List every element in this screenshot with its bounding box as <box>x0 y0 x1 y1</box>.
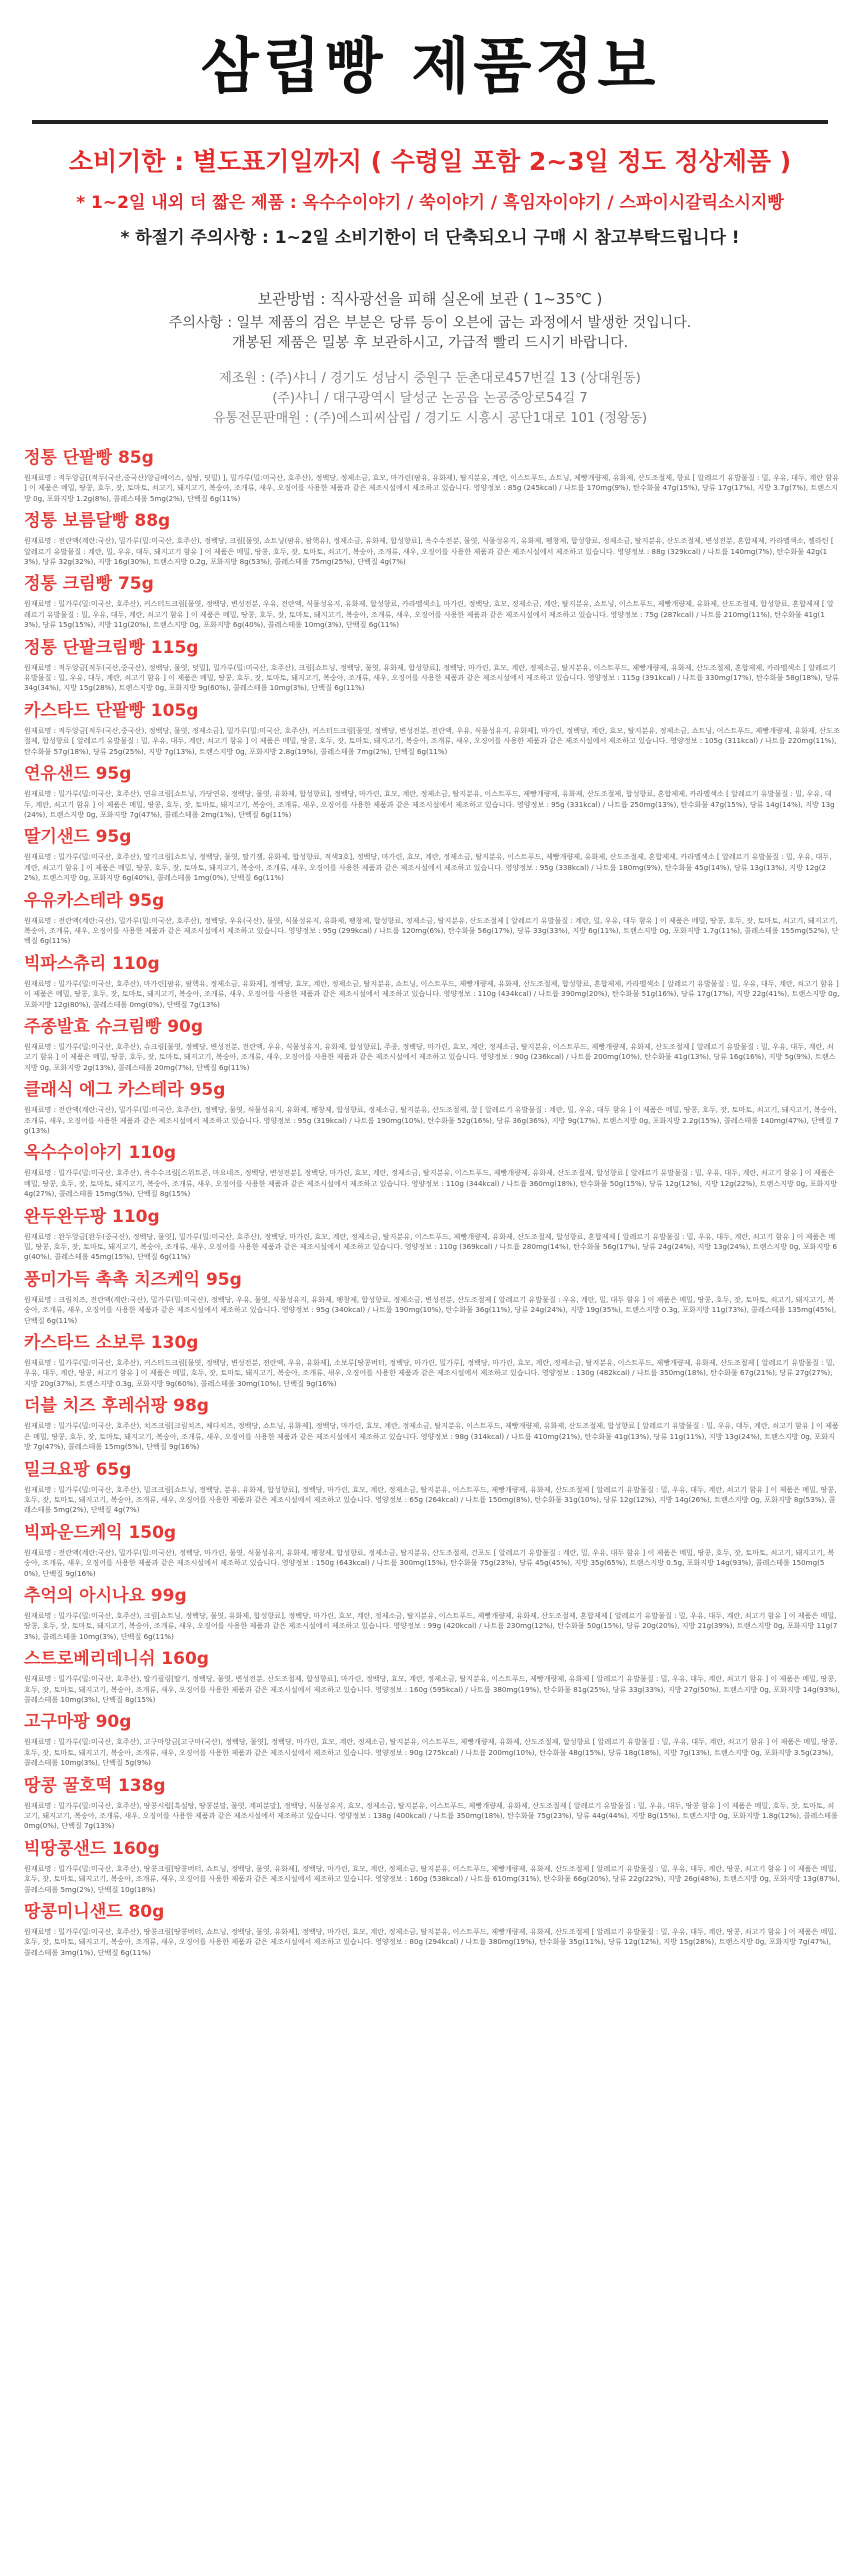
storage-method: 보관방법 : 직사광선을 피해 실온에 보관 ( 1~35℃ ) <box>257 290 603 308</box>
product-name: 밀크요팡 65g <box>24 1459 132 1480</box>
expiry-notice <box>0 142 860 248</box>
product-ingredients: 원재료명 : 완두앙금[완두(중국산), 정백당, 물엿], 밀가루(밀:미국산, 호주산), 정백당, 마가린, 효모, 계란, 정제소금, 탈지분유, 이스트푸드, 제빵개량제, 유화제, 산도조절제, 합성향료, 혼합제제 [ 알레르기 유발물질 : 밀, 우유, 대두, 계란, 쇠고기 함유 ] 이 제품은 메밀, 땅콩, 호두, 잣, 토마토, 돼지고기, 복숭아, 조개류, 새우, 오징어를 사용한 제품과 같은 제조시설에서 제조하고 있습니다. 영양정보 : 110g (369kcal) / 나트륨 280mg(14%), 탄수화물 56g(17%), 당류 24g(24%), 지방 13g(24%), 트랜스지방 0g, 포화지방 6g(40%), 콜레스테롤 45mg(15%), 단백질 6g(11%) <box>24 1231 838 1262</box>
product-ingredients: 원재료명 : 밀가루(밀:미국산, 호주산), 크림[쇼트닝, 정백당, 물엿, 유화제, 합성향료], 정백당, 마가린, 효모, 계란, 정제소금, 탈지분유, 이스트푸드, 제빵개량제, 유화제, 산도조절제, 혼합제제 [ 알레르기 유발물질 : 밀, 우유, 대두, 계란, 쇠고기 함유 ] 이 제품은 메밀, 땅콩, 호두, 잣, 토마토, 돼지고기, 복숭아, 조개류, 새우, 오징어를 사용한 제품과 같은 제조시설에서 제조하고 있습니다. 영양정보 : 99g (420kcal) / 나트륨 230mg(12%), 탄수화물 50g(15%), 당류 20g(20%), 지방 21g(39%), 트랜스지방 0g, 포화지방 11g(73%), 콜레스테롤 10mg(3%), 단백질 6g(11%) <box>24 1610 838 1641</box>
short-expiry-line <box>0 188 860 213</box>
product-block <box>24 1269 840 1326</box>
product-ingredients: 원재료명 : 밀가루(밀:미국산, 호주산), 옥수수크림[스위트콘, 마요네즈, 정백당, 변성전분], 정백당, 마가린, 효모, 계란, 정제소금, 탈지분유, 이스트푸드, 제빵개량제, 유화제, 산도조절제, 합성향료 [ 알레르기 유발물질 : 밀, 우유, 대두, 계란, 쇠고기 함유 ] 이 제품은 메밀, 땅콩, 호두, 잣, 토마토, 돼지고기, 복숭아, 조개류, 새우, 오징어를 사용한 제품과 같은 제조시설에서 제조하고 있습니다. 영양정보 : 110g (344kcal) / 나트륨 360mg(18%), 탄수화물 50g(15%), 당류 12g(12%), 지방 12g(22%), 트랜스지방 0g, 포화지방 4g(27%), 콜레스테롤 15mg(5%), 단백질 8g(15%) <box>24 1168 838 1199</box>
product-ingredients: 원재료명 : 밀가루(밀:미국산, 호주산), 땅콩크림[땅콩버터, 쇼트닝, 정백당, 물엿, 유화제], 정백당, 마가린, 효모, 계란, 정제소금, 탈지분유, 이스트푸드, 제빵개량제, 유화제, 산도조절제 [ 알레르기 유발물질 : 밀, 우유, 대두, 계란, 땅콩, 쇠고기 함유 ] 이 제품은 메밀, 호두, 잣, 토마토, 돼지고기, 복숭아, 조개류, 새우, 오징어를 사용한 제품과 같은 제조시설에서 제조하고 있습니다. 영양정보 : 80g (294kcal) / 나트륨 380mg(19%), 탄수화물 35g(11%), 당류 12g(12%), 지방 15g(28%), 트랜스지방 0g, 포화지방 7g(47%), 콜레스테롤 3mg(1%), 단백질 6g(11%) <box>24 1927 837 1957</box>
product-block <box>24 1838 840 1895</box>
product-list <box>0 447 860 1958</box>
product-name: 주종발효 슈크림빵 90g <box>24 1016 204 1037</box>
expiry-text: 소비기한 : 별도표기일까지 ( 수령일 포함 2~3일 정도 정상제품 ) <box>68 147 792 176</box>
manufacturer-line-2: (주)샤니 / 대구광역시 달성군 논공읍 논공중앙로54길 7 <box>272 391 588 406</box>
product-block <box>24 1775 840 1832</box>
product-block <box>24 1585 840 1642</box>
product-ingredients: 원재료명 : 밀가루(밀:미국산, 호주산), 커스터드크림[물엿, 정백당, 변성전분, 우유, 전란액, 식물성유지, 유화제, 합성향료, 카라멜색소], 마가린, 정백당, 효모, 정제소금, 계란, 탈지분유, 쇼트닝, 이스트푸드, 제빵개량제, 유화제, 산도조절제, 합성향료, 혼합제제 [ 알레르기 유발물질 : 밀, 우유, 대두, 계란, 쇠고기 함유 ] 이 제품은 메밀, 땅콩, 호두, 잣, 토마토, 돼지고기, 복숭아, 조개류, 새우, 오징어를 사용한 제품과 같은 제조시설에서 제조하고 있습니다. 영양정보 : 75g (287kcal) / 나트륨 210mg(11%), 탄수화물 41g(13%), 당류 15g(15%), 지방 11g(20%), 트랜스지방 0g, 포화지방 6g(40%), 콜레스테롤 10mg(3%), 단백질 6g(11%) <box>24 599 834 630</box>
product-ingredients: 원재료명 : 밀가루(밀:미국산, 호주산), 커스터드크림[물엿, 정백당, 변성전분, 전란액, 우유, 유화제], 소보루[땅콩버터, 정백당, 마가린, 밀가루], 정백당, 마가린, 효모, 계란, 정제소금, 탈지분유, 이스트푸드, 제빵개량제, 유화제, 산도조절제 [ 알레르기 유발물질 : 밀, 우유, 대두, 계란, 땅콩, 쇠고기 함유 ] 이 제품은 메밀, 호두, 잣, 토마토, 돼지고기, 복숭아, 조개류, 새우, 오징어를 사용한 제품과 같은 제조시설에서 제조하고 있습니다. 영양정보 : 130g (482kcal) / 나트륨 350mg(18%), 탄수화물 67g(21%), 당류 27g(27%), 지방 20g(37%), 트랜스지방 0.3g, 포화지방 9g(60%), 콜레스테롤 30mg(10%), 단백질 9g(16%) <box>24 1358 835 1388</box>
product-block <box>24 1711 840 1768</box>
product-name: 고구마팡 90g <box>24 1712 132 1733</box>
product-name: 정통 보름달빵 88g <box>24 511 171 532</box>
product-name: 옥수수이야기 110g <box>24 1143 177 1164</box>
product-ingredients: 원재료명 : 밀가루(밀:미국산, 호주산), 밀크크림[쇼트닝, 정백당, 분유, 유화제, 합성향료], 정백당, 마가린, 효모, 계란, 정제소금, 탈지분유, 이스트푸드, 제빵개량제, 유화제, 산도조절제 [ 알레르기 유발물질 : 밀, 우유, 대두, 계란, 쇠고기 함유 ] 이 제품은 메밀, 땅콩, 호두, 잣, 토마토, 돼지고기, 복숭아, 조개류, 새우, 오징어를 사용한 제품과 같은 제조시설에서 제조하고 있습니다. 영양정보 : 65g (264kcal) / 나트륨 150mg(8%), 탄수화물 31g(10%), 당류 12g(12%), 지방 14g(26%), 트랜스지방 0g, 포화지방 8g(53%), 콜레스테롤 5mg(2%), 단백질 4g(7%) <box>24 1484 837 1515</box>
product-name: 딸기샌드 95g <box>24 827 132 848</box>
page-title: 삼립빵 제품정보 <box>200 32 660 102</box>
product-ingredients: 원재료명 : 밀가루(밀:미국산, 호주산), 마가린[팜유, 팜핵유, 정제소금, 유화제], 정백당, 효모, 계란, 정제소금, 탈지분유, 쇼트닝, 이스트푸드, 제빵개량제, 유화제, 산도조절제, 합성향료, 혼합제제, 카라멜색소 [ 알레르기 유발물질 : 밀, 우유, 대두, 계란, 쇠고기 함유 ] 이 제품은 메밀, 땅콩, 호두, 잣, 토마토, 돼지고기, 복숭아, 조개류, 새우, 오징어를 사용한 제품과 같은 제조시설에서 제조하고 있습니다. 영양정보 : 110g (434kcal) / 나트륨 390mg(20%), 탄수화물 51g(16%), 당류 17g(17%), 지방 22g(41%), 트랜스지방 0g, 포화지방 12g(80%), 콜레스테롤 0mg(0%), 단백질 7g(13%) <box>24 978 840 1009</box>
product-block <box>24 763 840 820</box>
product-ingredients: 원재료명 : 전란액(계란:국산), 밀가루(밀:미국산, 호주산), 정백당, 물엿, 식물성유지, 유화제, 팽창제, 합성향료, 정제소금, 탈지분유, 산도조절제, 꿀 [ 알레르기 유발물질 : 계란, 밀, 우유, 대두 함유 ] 이 제품은 메밀, 땅콩, 호두, 잣, 토마토, 쇠고기, 돼지고기, 복숭아, 조개류, 새우, 오징어를 사용한 제품과 같은 제조시설에서 제조하고 있습니다. 영양정보 : 95g (319kcal) / 나트륨 190mg(10%), 탄수화물 52g(16%), 당류 36g(36%), 지방 9g(17%), 트랜스지방 0g, 포화지방 2.2g(15%), 콜레스테롤 140mg(47%), 단백질 7g(13%) <box>24 1105 839 1135</box>
product-name: 정통 크림빵 75g <box>24 574 154 595</box>
product-block <box>24 1648 840 1705</box>
product-name: 정통 단팥크림빵 115g <box>24 637 199 658</box>
product-ingredients: 원재료명 : 밀가루(밀:미국산, 호주산), 치즈크림[크림치즈, 체다치즈, 정백당, 쇼트닝, 유화제], 정백당, 마가린, 효모, 계란, 정제소금, 탈지분유, 이스트푸드, 제빵개량제, 유화제, 산도조절제, 합성향료 [ 알레르기 유발물질 : 밀, 우유, 대두, 계란, 쇠고기 함유 ] 이 제품은 메밀, 땅콩, 호두, 잣, 토마토, 돼지고기, 복숭아, 조개류, 새우, 오징어를 사용한 제품과 같은 제조시설에서 제조하고 있습니다. 영양정보 : 98g (314kcal) / 나트륨 410mg(21%), 탄수화물 41g(13%), 당류 11g(11%), 지방 13g(24%), 트랜스지방 0g, 포화지방 7g(47%), 콜레스테롤 15mg(5%), 단백질 9g(16%) <box>24 1421 839 1452</box>
product-ingredients: 원재료명 : 밀가루(밀:미국산, 호주산), 땅콩시럽[흑설탕, 땅콩분말, 물엿, 계피분말], 정백당, 식물성유지, 효모, 정제소금, 탈지분유, 이스트푸드, 제빵개량제, 유화제, 산도조절제 [ 알레르기 유발물질 : 밀, 우유, 대두, 땅콩 함유 ] 이 제품은 메밀, 호두, 잣, 토마토, 쇠고기, 돼지고기, 복숭아, 조개류, 새우, 오징어를 사용한 제품과 같은 제조시설에서 제조하고 있습니다. 영양정보 : 138g (400kcal) / 나트륨 350mg(18%), 탄수화물 75g(23%), 당류 44g(44%), 지방 8g(15%), 트랜스지방 0g, 포화지방 1.8g(12%), 콜레스테롤 0mg(0%), 단백질 7g(13%) <box>24 1800 838 1831</box>
product-block <box>24 890 840 947</box>
product-ingredients: 원재료명 : 밀가루(밀:미국산, 호주산), 연유크림[쇼트닝, 가당연유, 정백당, 물엿, 유화제, 합성향료], 정백당, 마가린, 효모, 계란, 정제소금, 탈지분유, 이스트푸드, 제빵개량제, 유화제, 산도조절제, 합성향료, 혼합제제, 카라멜색소 [ 알레르기 유발물질 : 밀, 우유, 대두, 계란, 쇠고기 함유 ] 이 제품은 메밀, 땅콩, 호두, 잣, 토마토, 돼지고기, 복숭아, 조개류, 새우, 오징어를 사용한 제품과 같은 제조시설에서 제조하고 있습니다. 영양정보 : 95g (331kcal) / 나트륨 250mg(13%), 탄수화물 47g(15%), 당류 14g(14%), 지방 13g(24%), 트랜스지방 0g, 포화지방 7g(47%), 콜레스테롤 2mg(1%), 단백질 6g(11%) <box>24 789 835 819</box>
summer-caution: * 하절기 주의사항 : 1~2일 소비기한이 더 단축되오니 구매 시 참고부탁드립니다 ! <box>120 228 740 248</box>
product-ingredients: 원재료명 : 밀가루(밀:미국산, 호주산), 딸기필링[딸기, 정백당, 물엿, 변성전분, 산도조절제, 합성향료], 마가린, 정백당, 효모, 계란, 정제소금, 탈지분유, 이스트푸드, 제빵개량제, 유화제 [ 알레르기 유발물질 : 밀, 우유, 대두, 계란, 쇠고기 함유 ] 이 제품은 메밀, 땅콩, 호두, 잣, 토마토, 돼지고기, 복숭아, 조개류, 새우, 오징어를 사용한 제품과 같은 제조시설에서 제조하고 있습니다. 영양정보 : 160g (595kcal) / 나트륨 380mg(19%), 탄수화물 81g(25%), 당류 33g(33%), 지방 27g(50%), 트랜스지방 0g, 포화지방 14g(93%), 콜레스테롤 10mg(3%), 단백질 8g(15%) <box>24 1674 841 1704</box>
product-name: 풍미가득 촉촉 치즈케익 95g <box>24 1269 242 1290</box>
product-ingredients: 원재료명 : 크림치즈, 전란액(계란:국산), 밀가루(밀:미국산), 정백당, 우유, 물엿, 식물성유지, 유화제, 팽창제, 합성향료, 정제소금, 변성전분, 산도조절제 [ 알레르기 유발물질 : 우유, 계란, 밀, 대두 함유 ] 이 제품은 메밀, 땅콩, 호두, 잣, 토마토, 쇠고기, 돼지고기, 복숭아, 조개류, 새우, 오징어를 사용한 제품과 같은 제조시설에서 제조하고 있습니다. 영양정보 : 95g (340kcal) / 나트륨 190mg(10%), 탄수화물 36g(11%), 당류 24g(24%), 지방 19g(35%), 트랜스지방 0.3g, 포화지방 11g(73%), 콜레스테롤 135mg(45%), 단백질 6g(11%) <box>24 1294 837 1325</box>
product-block <box>24 1079 840 1136</box>
product-name: 카스타드 소보루 130g <box>24 1333 199 1354</box>
title-underline <box>32 120 828 124</box>
product-name: 빅파운드케익 150g <box>24 1522 177 1543</box>
product-ingredients: 원재료명 : 밀가루(밀:미국산, 호주산), 땅콩크림[땅콩버터, 쇼트닝, 정백당, 물엿, 유화제], 정백당, 마가린, 효모, 계란, 정제소금, 탈지분유, 이스트푸드, 제빵개량제, 유화제, 산도조절제 [ 알레르기 유발물질 : 밀, 우유, 대두, 계란, 땅콩, 쇠고기 함유 ] 이 제품은 메밀, 호두, 잣, 토마토, 돼지고기, 복숭아, 조개류, 새우, 오징어를 사용한 제품과 같은 제조시설에서 제조하고 있습니다. 영양정보 : 160g (538kcal) / 나트륨 610mg(31%), 탄수화물 66g(20%), 당류 22g(22%), 지방 26g(48%), 트랜스지방 0g, 포화지방 13g(87%), 콜레스테롤 5mg(2%), 단백질 10g(18%) <box>24 1863 841 1894</box>
product-name: 땅콩 꿀호떡 138g <box>24 1775 166 1796</box>
product-name: 추억의 아시나요 99g <box>24 1585 187 1606</box>
product-block <box>24 1901 840 1958</box>
title-section <box>0 0 860 124</box>
product-ingredients: 원재료명 : 밀가루(밀:미국산, 호주산), 딸기크림[쇼트닝, 정백당, 물엿, 딸기잼, 유화제, 합성향료, 적색3호], 정백당, 마가린, 효모, 계란, 정제소금, 탈지분유, 이스트푸드, 제빵개량제, 유화제, 산도조절제, 혼합제제, 카라멜색소 [ 알레르기 유발물질 : 밀, 우유, 대두, 계란, 쇠고기 함유 ] 이 제품은 메밀, 땅콩, 호두, 잣, 토마토, 돼지고기, 복숭아, 조개류, 새우, 오징어를 사용한 제품과 같은 제조시설에서 제조하고 있습니다. 영양정보 : 95g (338kcal) / 나트륨 180mg(9%), 탄수화물 45g(14%), 당류 13g(13%), 지방 12g(22%), 트랜스지방 0g, 포화지방 6g(40%), 콜레스테롤 1mg(0%), 단백질 6g(11%) <box>24 852 832 883</box>
product-ingredients: 원재료명 : 전란액(계란:국산), 밀가루(밀:미국산), 정백당, 마가린, 물엿, 식물성유지, 유화제, 팽창제, 합성향료, 정제소금, 탈지분유, 산도조절제, 건포도 [ 알레르기 유발물질 : 계란, 밀, 우유, 대두 함유 ] 이 제품은 메밀, 땅콩, 호두, 잣, 토마토, 쇠고기, 돼지고기, 복숭아, 조개류, 새우, 오징어를 사용한 제품과 같은 제조시설에서 제조하고 있습니다. 영양정보 : 150g (643kcal) / 나트륨 300mg(15%), 탄수화물 75g(23%), 당류 45g(45%), 지방 35g(65%), 트랜스지방 0.5g, 포화지방 14g(93%), 콜레스테롤 150mg(50%), 단백질 9g(16%) <box>24 1547 835 1578</box>
product-ingredients: 원재료명 : 적두앙금[적두(국산,중국산), 정백당, 물엿, 정제소금], 밀가루(밀:미국산, 호주산), 커스터드크림[물엿, 정백당, 변성전분, 전란액, 우유, 식물성유지, 유화제], 마가린, 정백당, 계란, 효모, 탈지분유, 정제소금, 쇼트닝, 이스트푸드, 제빵개량제, 유화제, 산도조절제, 합성향료 [ 알레르기 유발물질 : 밀, 우유, 대두, 계란, 쇠고기 함유 ] 이 제품은 메밀, 땅콩, 호두, 잣, 토마토, 돼지고기, 복숭아, 조개류, 새우, 오징어를 사용한 제품과 같은 제조시설에서 제조하고 있습니다. 영양정보 : 105g (311kcal) / 나트륨 220mg(11%), 탄수화물 57g(18%), 당류 25g(25%), 지방 7g(13%), 트랜스지방 0g, 포화지방 2.8g(19%), 콜레스테롤 7mg(2%), 단백질 6g(11%) <box>24 725 840 756</box>
product-block <box>24 637 840 694</box>
product-block <box>24 1332 840 1389</box>
manufacturer-line-1: 제조원 : (주)샤니 / 경기도 성남시 중원구 둔촌대로457번길 13 (상대원동) <box>219 371 641 386</box>
product-block <box>24 1522 840 1579</box>
product-ingredients: 원재료명 : 전란액(계란:국산), 밀가루(밀:미국산, 호주산), 정백당, 크림[물엿, 쇼트닝(팜유, 팜핵유), 정제소금, 유화제, 합성향료], 옥수수전분, 물엿, 식물성유지, 유화제, 팽창제, 합성향료, 정제소금, 탈지분유, 산도조절제, 변성전분, 혼합제제, 카라멜색소, 젤라틴 [ 알레르기 유발물질 : 계란, 밀, 우유, 대두, 돼지고기 함유 ] 이 제품은 메밀, 땅콩, 호두, 잣, 토마토, 쇠고기, 복숭아, 조개류, 새우, 오징어를 사용한 제품과 같은 제조시설에서 제조하고 있습니다. 영양정보 : 88g (329kcal) / 나트륨 140mg(7%), 탄수화물 42g(13%), 당류 32g(32%), 지방 16g(30%), 트랜스지방 0.2g, 포화지방 8g(53%), 콜레스테롤 75mg(25%), 단백질 4g(7%) <box>24 536 834 567</box>
product-block <box>24 1206 840 1263</box>
product-name: 카스타드 단팥빵 105g <box>24 700 199 721</box>
manufacturer-section <box>0 369 860 429</box>
product-block <box>24 1459 840 1516</box>
storage-caution-2: 개봉된 제품은 밀봉 후 보관하시고, 가급적 빨리 드시기 바랍니다. <box>231 335 629 351</box>
product-block <box>24 447 840 504</box>
product-name: 우유카스테라 95g <box>24 890 165 911</box>
short-expiry-items: 옥수수이야기 / 쑥이야기 / 흑임자이야기 / 스파이시갈릭소시지빵 <box>302 193 784 213</box>
product-name: 연유샌드 95g <box>24 764 132 785</box>
storage-section <box>0 288 860 353</box>
product-name: 빅파스츄리 110g <box>24 953 160 974</box>
product-name: 땅콩미니샌드 80g <box>24 1902 165 1923</box>
product-name: 스트로베리데니쉬 160g <box>24 1649 209 1670</box>
product-ingredients: 원재료명 : 전란액(계란:국산), 밀가루(밀:미국산, 호주산), 정백당, 우유(국산), 물엿, 식물성유지, 유화제, 팽창제, 합성향료, 정제소금, 탈지분유, 산도조절제 [ 알레르기 유발물질 : 계란, 밀, 우유, 대두 함유 ] 이 제품은 메밀, 땅콩, 호두, 잣, 토마토, 쇠고기, 돼지고기, 복숭아, 조개류, 새우, 오징어를 사용한 제품과 같은 제조시설에서 제조하고 있습니다. 영양정보 : 95g (299kcal) / 나트륨 120mg(6%), 탄수화물 56g(17%), 당류 33g(33%), 지방 6g(11%), 트랜스지방 0g, 포화지방 1.7g(11%), 콜레스테롤 155mg(52%), 단백질 6g(11%) <box>24 915 839 946</box>
product-block <box>24 826 840 883</box>
product-name: 클래식 에그 카스테라 95g <box>24 1080 226 1101</box>
product-name: 정통 단팥빵 85g <box>24 448 154 468</box>
product-ingredients: 원재료명 : 밀가루(밀:미국산, 호주산), 슈크림[물엿, 정백당, 변성전분, 전란액, 우유, 식물성유지, 유화제, 합성향료], 주종, 정백당, 마가린, 효모, 계란, 정제소금, 탈지분유, 이스트푸드, 제빵개량제, 유화제, 산도조절제 [ 알레르기 유발물질 : 밀, 우유, 대두, 계란, 쇠고기 함유 ] 이 제품은 메밀, 땅콩, 호두, 잣, 토마토, 돼지고기, 복숭아, 조개류, 새우, 오징어를 사용한 제품과 같은 제조시설에서 제조하고 있습니다. 영양정보 : 90g (236kcal) / 나트륨 200mg(10%), 탄수화물 41g(13%), 당류 16g(16%), 지방 5g(9%), 트랜스지방 0g, 포화지방 2g(13%), 콜레스테롤 20mg(7%), 단백질 6g(11%) <box>24 1041 836 1072</box>
product-name: 더블 치즈 후레쉬팡 98g <box>24 1396 209 1417</box>
product-ingredients: 원재료명 : 적두앙금[(적두(국산,중국산)앙금베이스, 설탕, 덧밀) ], 밀가루(밀:미국산, 호주산), 정백당, 정제소금, 효모, 마가린(팜유, 유화제), 탈지분유, 계란, 이스트푸드, 쇼트닝, 제빵개량제, 유화제, 산도조절제, 향료 [ 알레르기 유발물질 : 밀, 우유, 대두, 계란 함유 ] 이 제품은 메밀, 땅콩, 호두, 잣, 토마토, 쇠고기, 돼지고기, 복숭아, 조개류, 새우, 오징어를 사용한 제품과 같은 제조시설에서 제조하고 있습니다. 영양정보 : 85g (245kcal) / 나트륨 170mg(9%), 탄수화물 47g(15%), 당류 17g(17%), 지방 3.7g(7%), 트랜스지방 0g, 포화지방 1.2g(8%), 콜레스테롤 5mg(2%), 단백질 6g(11%) <box>24 473 840 503</box>
short-expiry-prefix: * 1~2일 내외 더 짧은 제품 : <box>76 193 303 213</box>
product-block <box>24 1142 840 1199</box>
product-name: 빅땅콩샌드 160g <box>24 1838 160 1859</box>
storage-caution: 주의사항 : 일부 제품의 검은 부분은 당류 등이 오븐에 굽는 과정에서 발생한 것입니다. <box>168 315 692 331</box>
product-name: 완두완두팡 110g <box>24 1206 160 1227</box>
product-block <box>24 573 840 630</box>
product-block <box>24 700 840 757</box>
product-ingredients: 원재료명 : 적두앙금[적두(국산,중국산), 정백당, 물엿, 덧밀], 밀가루(밀:미국산, 호주산), 크림[쇼트닝, 정백당, 물엿, 유화제, 합성향료], 정백당, 마가린, 효모, 계란, 정제소금, 탈지분유, 이스트푸드, 제빵개량제, 유화제, 산도조절제, 혼합제제, 카라멜색소 [ 알레르기 유발물질 : 밀, 우유, 대두, 계란, 쇠고기 함유 ] 이 제품은 메밀, 땅콩, 호두, 잣, 토마토, 돼지고기, 복숭아, 조개류, 새우, 오징어를 사용한 제품과 같은 제조시설에서 제조하고 있습니다. 영양정보 : 115g (391kcal) / 나트륨 330mg(17%), 탄수화물 58g(18%), 당류 34g(34%), 지방 15g(28%), 트랜스지방 0g, 포화지방 9g(60%), 콜레스테롤 10mg(3%), 단백질 6g(11%) <box>24 662 839 693</box>
product-block <box>24 1016 840 1073</box>
product-block <box>24 1395 840 1452</box>
distributor-line: 유통전문판매원 : (주)에스피씨삼립 / 경기도 시흥시 공단1대로 101 (정왕동) <box>212 411 648 426</box>
product-block <box>24 953 840 1010</box>
product-block <box>24 510 840 567</box>
product-ingredients: 원재료명 : 밀가루(밀:미국산, 호주산), 고구마앙금[고구마(국산), 정백당, 물엿], 정백당, 마가린, 효모, 계란, 정제소금, 탈지분유, 이스트푸드, 제빵개량제, 유화제, 산도조절제, 합성향료 [ 알레르기 유발물질 : 밀, 우유, 대두, 계란, 쇠고기 함유 ] 이 제품은 메밀, 땅콩, 호두, 잣, 토마토, 돼지고기, 복숭아, 조개류, 새우, 오징어를 사용한 제품과 같은 제조시설에서 제조하고 있습니다. 영양정보 : 90g (275kcal) / 나트륨 200mg(10%), 탄수화물 48g(15%), 당류 18g(18%), 지방 7g(13%), 트랜스지방 0g, 포화지방 3.5g(23%), 콜레스테롤 10mg(3%), 단백질 5g(9%) <box>24 1737 838 1768</box>
